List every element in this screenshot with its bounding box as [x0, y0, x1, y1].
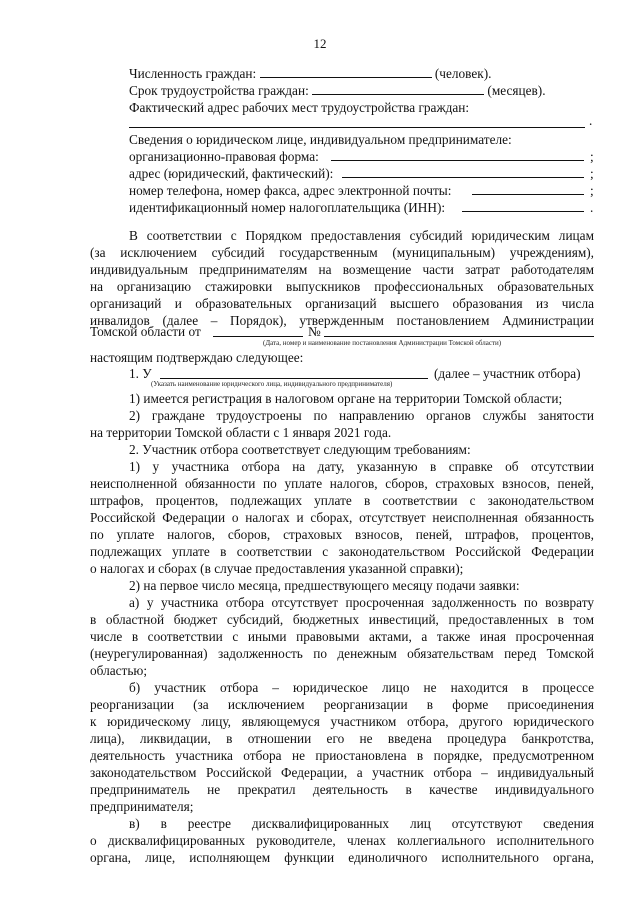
legal-form-semicolon: ;: [590, 149, 594, 164]
item2-2b-line: деятельность участника отбора не приостановлена в порядке, предусмотренном: [90, 748, 594, 763]
item2-1-line: штрафов, процентов, подлежащих уплате в соответствии с законодательством: [90, 493, 594, 508]
item1-2-line: на территории Томской области с 1 января 2021 года.: [90, 425, 392, 440]
item1-caption: (Указать наименование юридического лица, индивидуального предпринимателя): [151, 380, 393, 388]
item2-2a-line: (неурегулированная) задолженность по денежным обязательствам перед Томской: [90, 646, 594, 661]
inn-period: .: [590, 200, 594, 215]
citizens-count-unit: (человек).: [434, 66, 492, 81]
item2-1-line: по уплате налогов, сборов, страховых взносов, пеней, штрафов, процентов,: [90, 527, 594, 542]
work-address-label: Фактический адрес рабочих мест трудоустройства граждан:: [129, 100, 470, 115]
entity-address-label: адрес (юридический, фактический):: [129, 166, 334, 181]
intro-line: индивидуальным предпринимателям на возмещение части затрат работодателям: [90, 262, 594, 277]
inn-label: идентификационный номер налогоплательщика (ИНН):: [129, 200, 446, 215]
legal-form-label: организационно-правовая форма:: [129, 149, 319, 164]
item2-2a-line: числе в соответствии с иными правовыми актами, а также иная просроченная: [90, 629, 594, 644]
item1-2-line: 2) граждане трудоустроены по направлению органов службы занятости: [129, 408, 594, 423]
item2-2a-line: а) у участника отбора отсутствует просроченная задолженность по возврату: [129, 595, 594, 610]
work-address-field[interactable]: [129, 127, 585, 128]
intro-line: организаций и образовательных организаций высшего образования из числа: [90, 296, 594, 311]
intro-line: инвалидов (далее – Порядок), утвержденным постановлением Администрации: [90, 313, 594, 328]
employment-term-row: [129, 83, 546, 99]
item2-2b-line: законодательством Российской Федерации, а участник отбора – индивидуальный: [90, 765, 594, 780]
item1-prefix: 1. У: [129, 366, 152, 381]
item1-1: 1) имеется регистрация в налоговом органе на территории Томской области;: [129, 391, 563, 406]
item2-2b-line: к юридическому лицу, являющемуся участником отбора, другого юридического: [90, 714, 594, 729]
item2-1-line: подлежащих уплате в соответствии с законодательством Российской Федерации: [90, 544, 594, 559]
legal-form-row: [129, 149, 319, 165]
participant-name-field[interactable]: [160, 378, 428, 379]
intro-line: на организацию стажировки выпускников профессиональных образовательных: [90, 279, 594, 294]
item1-suffix: (далее – участник отбора): [434, 366, 581, 381]
item2-1-line: Российской Федерации о налогах и сборах, отсутствует неисполненная обязанность: [90, 510, 594, 525]
item2-header: 2. Участник отбора соответствует следующим требованиям:: [129, 442, 471, 457]
intro-last-prefix: Томской области от: [90, 324, 201, 339]
legal-form-field[interactable]: [331, 160, 584, 161]
item2-2-header: 2) на первое число месяца, предшествующего месяцу подачи заявки:: [129, 578, 520, 593]
contacts-field[interactable]: [472, 194, 584, 195]
item2-2v-line: о дисквалифицированных руководителе, членах коллегиального исполнительного: [90, 833, 594, 848]
entity-address-semicolon: ;: [590, 166, 594, 181]
work-address-period: .: [589, 113, 593, 128]
item2-2v-line: органа, лице, исполняющем функции единоличного исполнительного органа,: [90, 850, 594, 865]
decree-number-field[interactable]: [324, 336, 594, 337]
employment-term-label: Срок трудоустройства граждан:: [129, 83, 309, 98]
inn-field[interactable]: [462, 211, 584, 212]
item2-1-line: 1) у участника отбора на дату, указанную в справке об отсутствии: [129, 459, 594, 474]
item2-2b-line: лица), ликвидации, в отношении его не введена процедура банкротства,: [90, 731, 594, 746]
item2-2b-line: предприниматель не прекратил деятельность в качестве индивидуального: [90, 782, 594, 797]
item2-2b-line: предпринимателя;: [90, 799, 194, 814]
citizens-count-row: [129, 66, 491, 82]
item2-2a-line: областью;: [90, 663, 148, 678]
employment-term-unit: (месяцев).: [487, 83, 546, 98]
intro-line: В соответствии с Порядком предоставления субсидий юридическим лицам: [129, 228, 594, 243]
number-sign: №: [308, 324, 321, 339]
entity-address-field[interactable]: [342, 177, 584, 178]
page-number: 12: [313, 36, 327, 51]
item2-2v-line: в) в реестре дисквалифицированных лиц отсутствуют сведения: [129, 816, 594, 831]
item2-2b-line: б) участник отбора – юридическое лицо не находится в процессе: [129, 680, 594, 695]
contacts-semicolon: ;: [590, 183, 594, 198]
item2-1-line: о налогах и сборах (в случае предоставления указанной справки);: [90, 561, 464, 576]
employment-term-field[interactable]: [312, 83, 484, 95]
item2-2a-line: в областной бюджет субсидий, бюджетных инвестиций, предоставленных в том: [90, 612, 594, 627]
confirm-line: настоящим подтверждаю следующее:: [90, 350, 304, 365]
contacts-label: номер телефона, номер факса, адрес электронной почты:: [129, 183, 452, 198]
decree-date-field[interactable]: [213, 336, 303, 337]
citizens-count-label: Численность граждан:: [129, 66, 257, 81]
citizens-count-field[interactable]: [260, 66, 432, 78]
item2-1-line: неисполненной обязанности по уплате налогов, сборов, страховых взносов, пеней,: [90, 476, 594, 491]
decree-caption: (Дата, номер и наименование постановления Администрации Томской области): [263, 339, 502, 347]
item2-2b-line: реорганизации (за исключением реорганизации в форме присоединения: [90, 697, 594, 712]
intro-line: (за исключением субсидий государственным (муниципальным) учреждениям),: [90, 245, 594, 260]
entity-header: Сведения о юридическом лице, индивидуальном предпринимателе:: [129, 132, 512, 147]
